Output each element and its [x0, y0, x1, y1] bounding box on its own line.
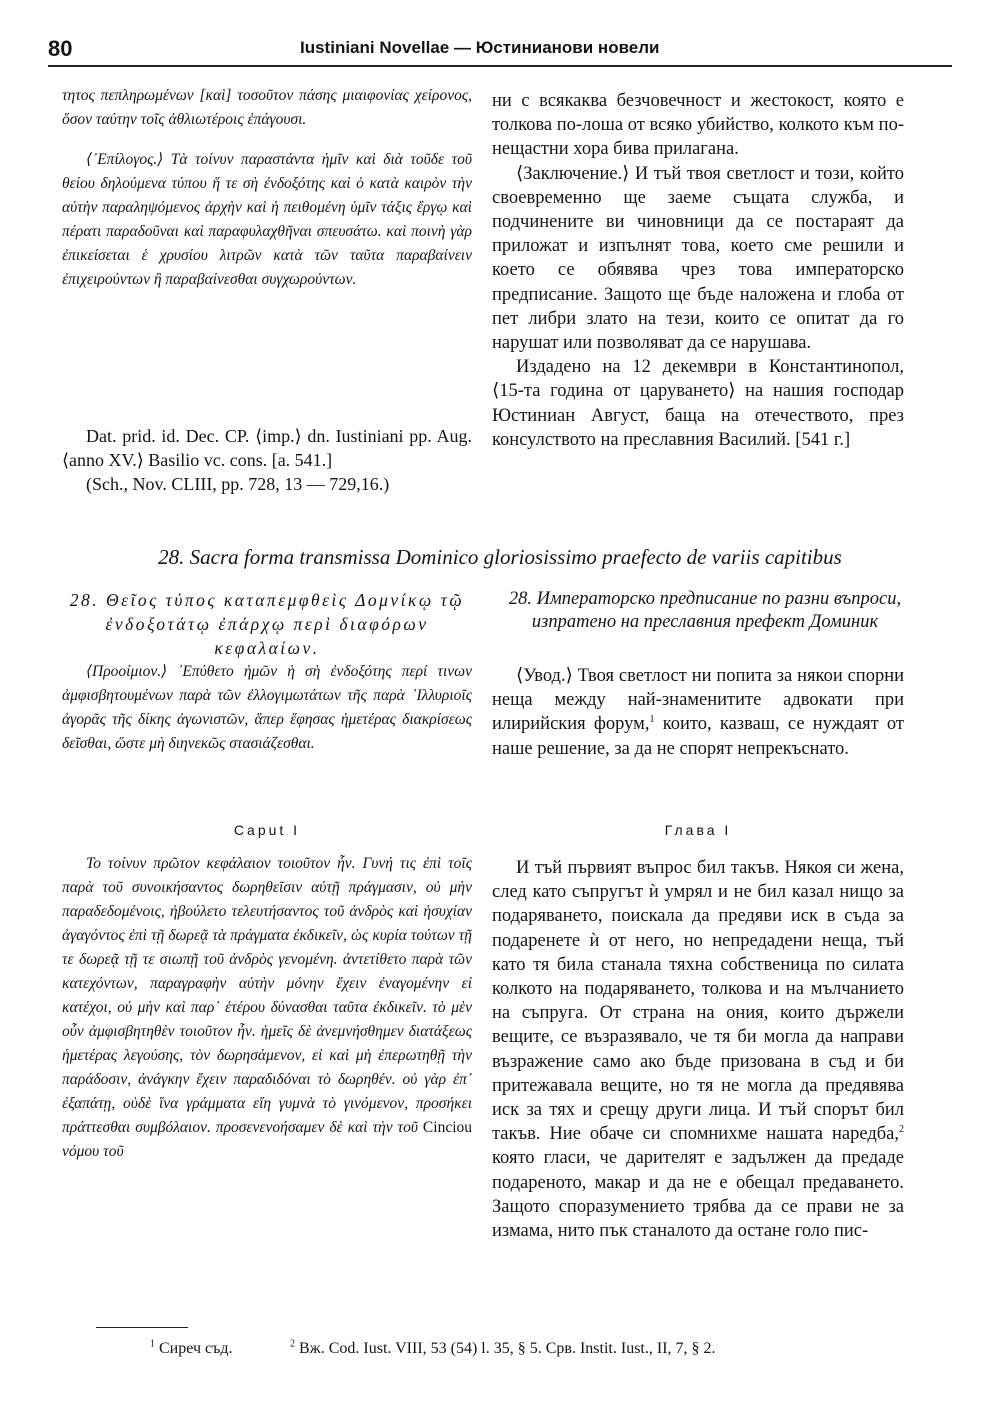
bulgarian-intro — [492, 664, 904, 761]
page-number: 80 — [48, 36, 73, 61]
latin-reference: (Sch., Nov. CLIII, pp. 728, 13 — 729,16.) — [86, 474, 390, 494]
latin-date: Dat. prid. id. Dec. CP. ⟨imp.⟩ dn. Iustiniani pp. Aug. ⟨anno XV.⟩ Basilio vc. cons. [a. 541.] — [62, 426, 472, 470]
footnote-number: 2 — [290, 1338, 295, 1350]
footnote-rule — [96, 1327, 188, 1328]
greek-chapter-text: Το τοίνυν πρῶτον κεφάλαιον τοιοῦτον ἦν. Γυνή τις ἐπὶ τοῖς παρὰ τοῦ συνοικήσαντος δωρηθεῖσιν αὐτῇ πράγμασιν, οὐ μὴν παραδεδομένοις, ἠβούλετο τελευτήσαντος τοῦ ἀνδρὸς καὶ ἡσυχίαν ἀγαγόντος ἐπὶ τῇ δωρεᾷ τὰ πράγματα ἐκδικεῖν, ὡς κυρία τούτων τῇ τε δωρεᾷ τῇ τε σιωπῇ τοῦ ἀνδρὸς γενομένη. ἀντετίθετο παρὰ τῶν κατεχόντων, παραγραφὴν αὐτὴν μόνην ἔχειν ἐναγομένην εἰ κατέχοι, οὐ μὴν καὶ παρ᾽ ἑτέρου δύνασθαι ταῦτα ἐκδικεῖν. τὸ μὲν οὖν ἀμφισβητηθὲν τοιοῦτον ἦν. ἡμεῖς δὲ ἀνεμνήσθημεν διατάξεως ἡμετέρας λεγούσης, τὸν δωρησάμενον, εἰ καὶ μὴ ἐπερωτηθῇ τὴν παράδοσιν, ἀνάγκην ἔχειν παραδιδόναι τὸ δωρηθέν. οὐ γὰρ ἐπ᾽ ἐξαπάτῃ, οὐδὲ ἵνα γράμματα εἴη γυμνὰ τὸ γινόμενον, προσήκει πράττεσθαι συμβόλαιον. προσενενοήσαμεν δὲ καὶ τὴν τοῦ — [62, 855, 472, 1136]
greek-paragraph — [62, 852, 472, 1164]
intro-text: ⟨Увод.⟩ Твоя светлост ни попита за някои спорни неща между най-знаменитите адвокати при илирийския форум, — [492, 666, 904, 735]
footnote-marker: 1 — [649, 714, 655, 726]
footnote-marker: 2 — [899, 1124, 904, 1136]
novel-title-latin: 28. Sacra forma transmissa Dominico gloriosissimo praefecto de variis capitibus — [158, 545, 842, 569]
greek-paragraph: ⟨Προοίμιον.⟩ ᾽Επύθετο ἡμῶν ἡ σὴ ἐνδοξότης περί τινων ἀμφισβητουμένων παρὰ τῶν ἐλλογιμωτάτων τῆς παρὰ ᾽Ιλλυριοῖς ἀγορᾶς τῆς δίκης ἀγωνιστῶν, ἅπερ ἔφησας ἡμετέρας διακρίσεως δεῖσθαι, ὥστε μὴ διηνεκῶς στασιάζεσθαι. — [62, 663, 472, 752]
novel-title-greek: 28. Θεῖος τύπος καταπεμφθεὶς Δομνίκῳ τῷ ἐνδοξοτάτῳ ἐπάρχῳ περὶ διαφόρων κεφαλαίων. — [69, 590, 465, 658]
greek-top-column — [62, 84, 472, 292]
footnote-1 — [150, 1340, 233, 1358]
bulgarian-chapter-1 — [492, 856, 904, 1243]
greek-chapter-1 — [62, 852, 472, 1164]
latin-colophon — [62, 424, 472, 496]
footnote-number: 1 — [150, 1338, 155, 1350]
header-rule — [48, 65, 952, 67]
bulgarian-paragraph: ⟨Заключение.⟩ И тъй твоя светлост и този, който своевременно ще заеме същата служба, и подчинените ви чиновници да се постараят да приложат и изпълнят това, което сме решили и което се обявява чрез това императорско предписание. Защото ще бъде наложена и глоба от пет либри злато на тези, които се опитат да го нарушат или позволяват да се нарушава. — [492, 163, 904, 354]
bulgarian-paragraph: ни с всякаква безчовечност и жестокост, която е толкова по-лоша от всяко убийство, колкото към по-нещастни хора бива прилагана. — [492, 91, 904, 160]
greek-paragraph: ⟨᾽Επίλογος.⟩ Τὰ τοίνυν παραστάντα ἡμῖν καὶ διὰ τοῦδε τοῦ θείου δηλούμενα τύπου ἥ τε σὴ ἐνδοξότης καὶ ὁ κατὰ καιρὸν τὴν αὐτὴν παραληψόμενος ἀρχὴν καὶ ἡ πειθομένη ὑμῖν τάξις ἔργῳ καὶ πέρατι παραδοῦναι καὶ παραφυλαχθῆναι σπευσάτω. καὶ ποινὴ γὰρ ἐπικείσεται ἑ χρυσίου λιτρῶν κατὰ τῶν ταῦτα παραβαίνειν ἐπιχειρούντων ἢ παραβαίνεσθαι συγχωρούντων. — [62, 151, 472, 288]
footnote-text: Сиреч съд. — [155, 1340, 233, 1357]
chapter-text: И тъй първият въпрос бил такъв. Някоя си жена, след като съпругът ѝ умрял и не бил казал нищо за подаряването, поискала да предяви иск в съда за подаренeте ѝ от него, но непредадени неща, тъй като тя била станала тяхна собственица по силата колкото на подаряването, толкова и на мълчанието на съпруга. От страна на ония, които държели вещите, се възразявало, че тя би могла да направи възражение само ако бъде призована в съд и би притежавала вещите, но тя не могла да предявява иск за тях и срещу други лица. И тъй спорът бил такъв. Ние обаче си спомнихме нашата наредба, — [492, 858, 904, 1145]
footnote-text: Вж. Cod. Iust. VIII, 53 (54) l. 35, § 5. Срв. Instit. Iust., II, 7, § 2. — [295, 1340, 716, 1357]
footnote-2 — [290, 1340, 716, 1358]
caput-heading-bulgarian: Глава I — [664, 822, 732, 838]
bulgarian-paragraph: Издадено на 12 декември в Константинопол, ⟨15-та година от царуването⟩ на нашия господар Юстиниан Август, баща на отечеството, през консулството на преславния Василий. [541 г.] — [492, 357, 904, 450]
novel-title-bulgarian: 28. Императорско предписание по разни въпроси, изпратено на преславния префект Доминик — [508, 589, 902, 632]
chapter-text-end: която гласи, че дарителят е задължен да предаде подареното, макар и да не е обещал предаването. Защото споразумението трябва да се прави не за измама, нито пък станалото да остане голо пис- — [492, 1148, 904, 1242]
greek-paragraph: τητος πεπληρωμένων [καὶ] τοσοῦτον πάσης μιαιφονίας χείρονος, ὅσον ταύτην τοῖς ἀθλιωτέροις ἐπάγουσι. — [62, 87, 472, 128]
running-head: Iustiniani Novellae — Юстинианови новели — [300, 38, 660, 57]
latin-word: Cinciou — [422, 1119, 473, 1136]
bulgarian-top-column — [492, 89, 904, 452]
greek-intro — [62, 660, 472, 756]
intro-text-end: които, казваш, се нуждаят от наше решение, за да не спорят непрекъснато. — [492, 714, 904, 759]
bulgarian-paragraph — [492, 664, 904, 761]
bulgarian-paragraph — [492, 856, 904, 1243]
greek-chapter-text-end: νόμου τοῦ — [62, 1143, 124, 1160]
caput-heading-latin: Caput I — [233, 822, 301, 838]
